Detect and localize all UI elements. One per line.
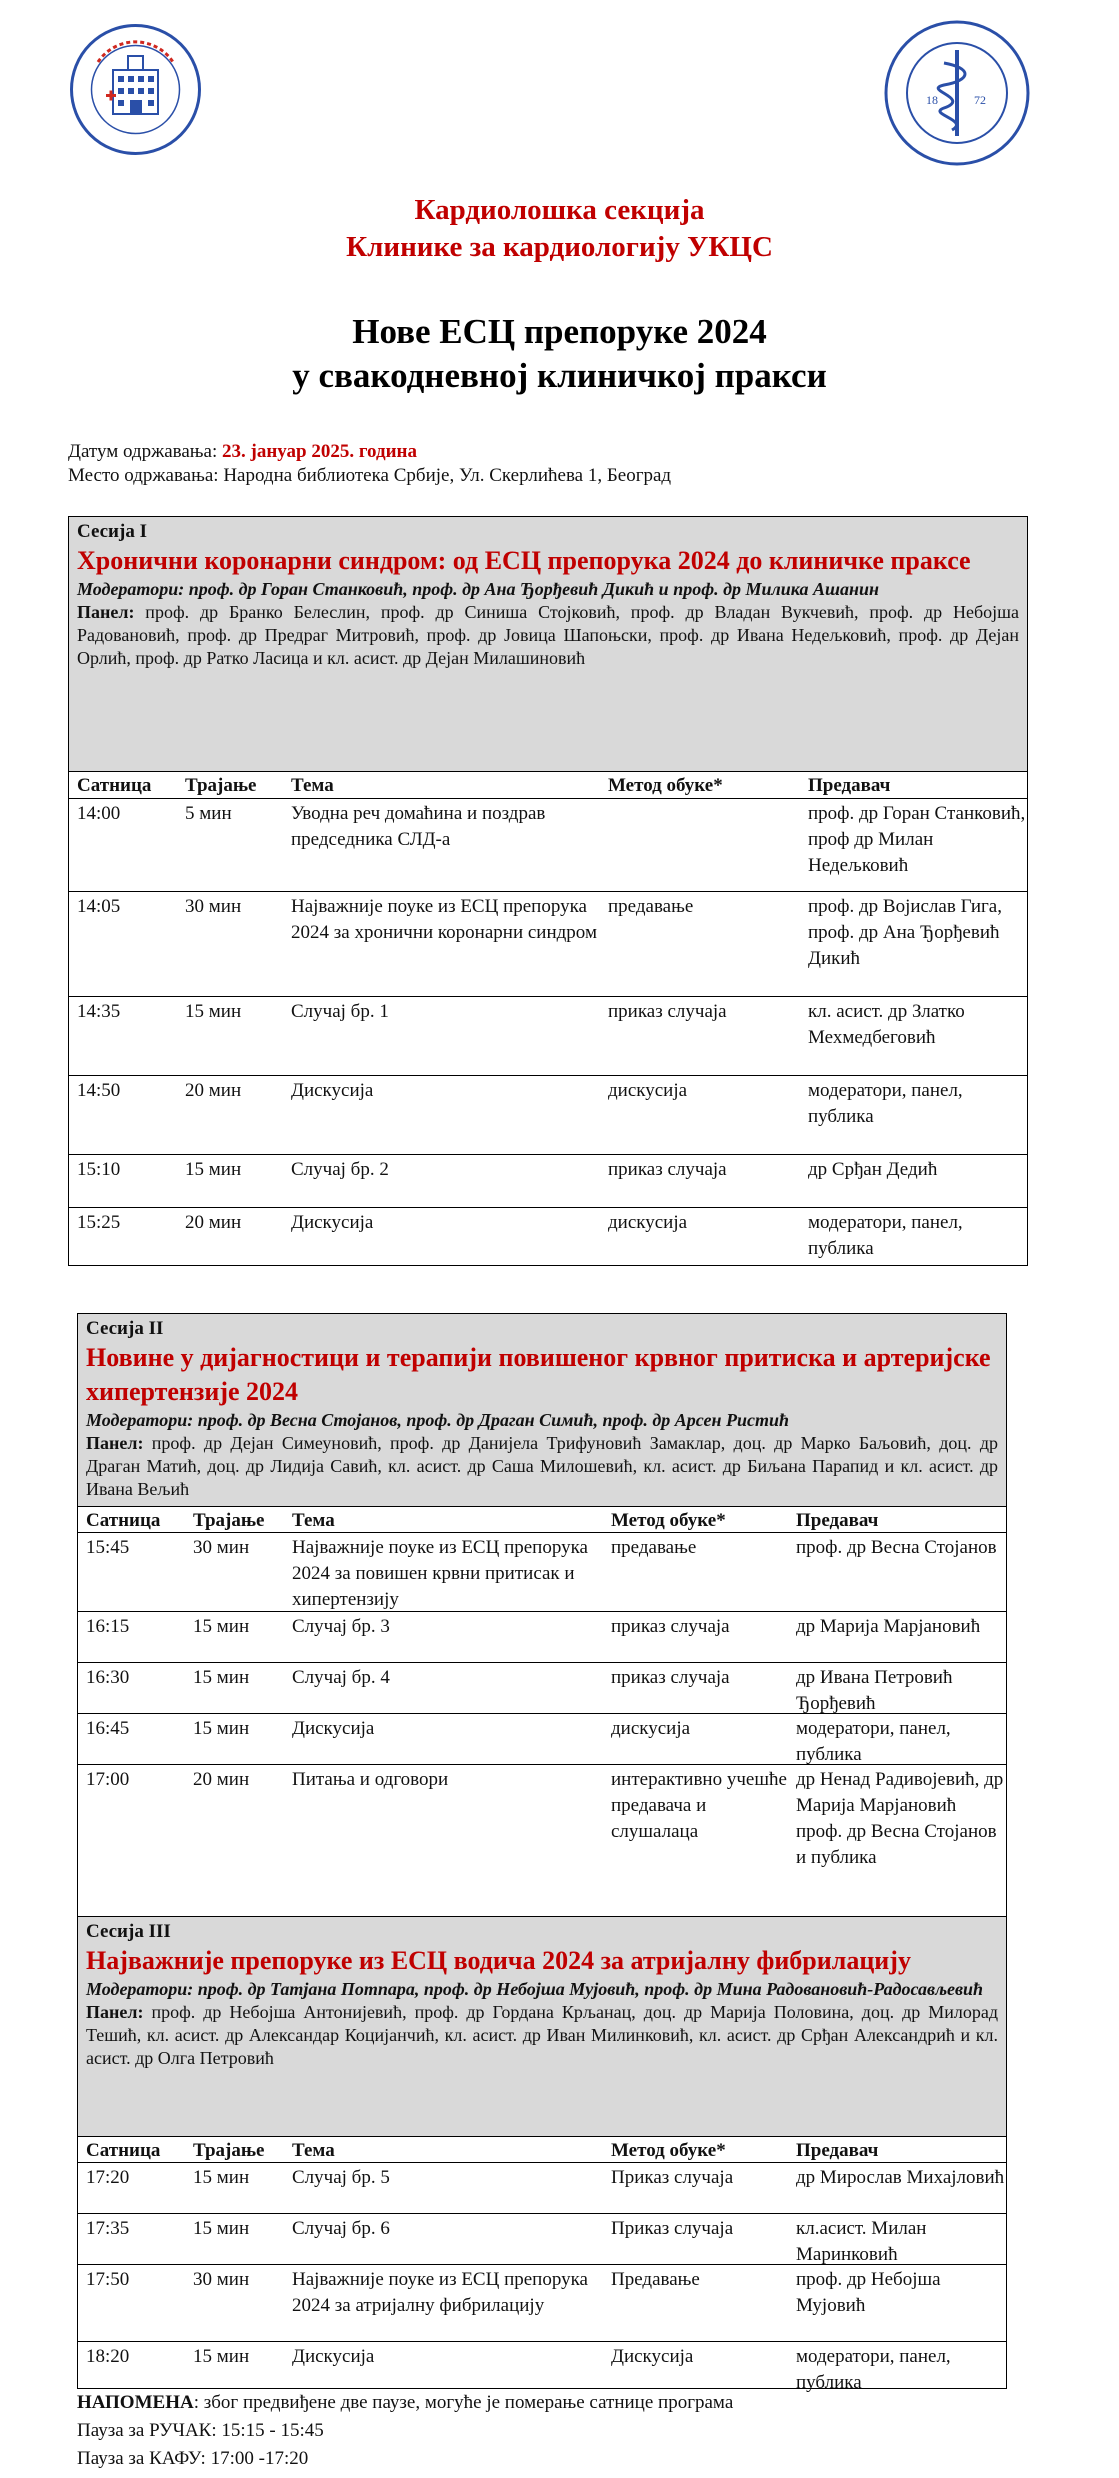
table-row: 17:00 20 мин Питања и одговори интерактивно учешће предавача и слушалаца др Ненад Радивојевић, др Марија Марјановић проф. др Весна Стојанов и публика xyxy=(86,1769,1004,1868)
session-moderators: Модератори: проф. др Горан Станковић, проф. др Ана Ђорђевић Дикић и проф. др Милика Ашанин xyxy=(77,579,879,599)
col-speaker: Предавач xyxy=(796,1510,879,1531)
session-label: Сесија II xyxy=(86,1318,164,1339)
col-time: Сатница xyxy=(86,1510,161,1531)
event-place: Место одржавања: Народна библиотека Србије, Ул. Скерлићева 1, Београд xyxy=(68,465,672,486)
session-label: Сесија III xyxy=(86,1921,171,1942)
lunch-break: Пауза за РУЧАК: 15:15 - 15:45 xyxy=(77,2420,324,2441)
table-row: 14:35 15 мин Случај бр. 1 приказ случаја кл. асист. др Златко Мехмедбеговић xyxy=(69,997,1027,1076)
table-header xyxy=(78,2137,1006,2163)
session-moderators: Модератори: проф. др Весна Стојанов, проф. др Драган Симић, проф. др Арсен Ристић xyxy=(86,1410,790,1430)
table-row: 16:15 15 мин Случај бр. 3 приказ случаја др Марија Марјановић xyxy=(78,1612,1006,1663)
table-row: 15:45 30 мин Најважније поуке из ЕСЦ препорука 2024 за повишен крвни притисак и хипертензију предавање проф. др Весна Стојанов xyxy=(78,1533,1006,1612)
event-place-value: Народна библиотека Србије, Ул. Скерлићева 1, Београд xyxy=(223,465,672,486)
table-row: 18:20 15 мин Дискусија Дискусија модератори, панел, публика xyxy=(86,2346,951,2393)
session-panel: Панел: проф. др Бранко Белеслин, проф. др Синиша Стојковић, проф. др Владан Вукчевић, проф. др Небојша Радовановић, проф. др Предраг Митровић, проф. др Јовица Шапоњски, проф. др Ивана Недељковић, проф. др Дејан Орлић, проф. др Ратко Ласица и кл. асист. др Дејан Милашиновић xyxy=(77,602,1019,668)
table-row: 16:30 15 мин Случај бр. 4 приказ случаја др Ивана Петровић Ђорђевић xyxy=(78,1663,1006,1714)
table-row: 17:35 15 мин Случај бр. 6 Приказ случаја кл.асист. Милан Маринковић xyxy=(78,2214,1006,2265)
session-2-table xyxy=(77,1313,1007,1917)
logo-year-left: 18 xyxy=(926,93,938,107)
col-method: Метод обуке* xyxy=(611,2140,726,2161)
table-row: 15:10 15 мин Случај бр. 2 приказ случаја др Срђан Дедић xyxy=(69,1155,1027,1208)
session-3-table xyxy=(77,1917,1007,2393)
col-speaker: Предавач xyxy=(808,775,891,796)
table-header xyxy=(69,772,1027,799)
session-1-table xyxy=(68,516,1028,1266)
session-header xyxy=(69,517,1027,772)
col-time: Сатница xyxy=(86,2140,161,2161)
col-duration: Трајање xyxy=(193,2140,265,2161)
table-row: 14:05 30 мин Најважније поуке из ЕСЦ препорука 2024 за хронични коронарни синдром предавање проф. др Војислав Гига, проф. др Ана Ђорђевић Дикић xyxy=(69,892,1027,997)
col-speaker: Предавач xyxy=(796,2140,879,2161)
event-date-value: 23. јануар 2025. година xyxy=(222,441,417,462)
session-title: Хронични коронарни синдром: од ЕСЦ препорука 2024 до клиничке праксе xyxy=(77,546,971,575)
col-duration: Трајање xyxy=(185,775,257,796)
col-topic: Тема xyxy=(292,1510,335,1531)
session-header xyxy=(78,1917,1006,2137)
program-note: НАПОМЕНА: због предвиђене две паузе, могуће је померање сатнице програма xyxy=(77,2392,734,2413)
page-subtitle: у свакодневној клиничкој пракси xyxy=(292,356,827,395)
session-title: Најважније препоруке из ЕСЦ водича 2024 за атријалну фибрилацију xyxy=(86,1946,911,1975)
coffee-break: Пауза за КАФУ: 17:00 -17:20 xyxy=(77,2448,309,2469)
table-row: 15:25 20 мин Дискусија дискусија модератори, панел, публика xyxy=(77,1212,963,1259)
section-name: Кардиолошка секција xyxy=(414,194,705,226)
table-row: 17:20 15 мин Случај бр. 5 Приказ случаја др Мирослав Михајловић xyxy=(78,2163,1006,2214)
session-panel: Панел: проф. др Небојша Антонијевић, проф. др Гордана Крљанац, доц. др Марија Половина, доц. др Милорад Тешић, кл. асист. др Александар Коцијанчић, кл. асист. др Иван Милинковић, кл. асист. др Срђан Александрић и кл. асист. др Олга Петровић xyxy=(86,2002,998,2068)
col-method: Метод обуке* xyxy=(611,1510,726,1531)
session-label: Сесија I xyxy=(77,521,147,542)
table-row: 16:45 15 мин Дискусија дискусија модератори, панел, публика xyxy=(78,1714,1006,1765)
session-moderators: Модератори: проф. др Татјана Потпара, проф. др Небојша Мујовић, проф. др Мина Радовановић-Радосављевић xyxy=(86,1979,984,1999)
table-row: 14:50 20 мин Дискусија дискусија модератори, панел, публика xyxy=(69,1076,1027,1155)
session-title: Новине у дијагностици и терапији повишеног крвног притиска и артеријске хипертензије 2024 xyxy=(86,1343,991,1406)
page-title: Нове ЕСЦ препоруке 2024 xyxy=(352,312,767,351)
session-panel: Панел: проф. др Дејан Симеуновић, проф. др Данијела Трифуновић Замаклар, доц. др Марко Баљовић, доц. др Драган Матић, доц. др Лидија Савић, кл. асист. др Саша Милошевић, кл. асист. др Биљана Парапид и кл. асист. др Ивана Вељић xyxy=(86,1433,998,1499)
clinic-name: Клинике за кардиологију УКЦС xyxy=(346,231,773,263)
col-duration: Трајање xyxy=(193,1510,265,1531)
logo-year-right: 72 xyxy=(974,93,986,107)
session-header xyxy=(78,1314,1006,1507)
col-time: Сатница xyxy=(77,775,152,796)
table-row: 14:00 5 мин Уводна реч домаћина и поздрав председника СЛД-а проф. др Горан Станковић, проф др Милан Недељковић xyxy=(69,799,1027,892)
table-header xyxy=(78,1507,1006,1533)
serbian-medical-society-logo xyxy=(882,18,1032,168)
clinical-center-logo xyxy=(68,22,203,157)
col-method: Метод обуке* xyxy=(608,775,723,796)
col-topic: Тема xyxy=(291,775,334,796)
event-date: Датум одржавања: 23. јануар 2025. година xyxy=(68,441,417,462)
col-topic: Тема xyxy=(292,2140,335,2161)
table-row: 17:50 30 мин Најважније поуке из ЕСЦ препорука 2024 за атријалну фибрилацију Предавање проф. др Небојша Мујовић xyxy=(78,2265,1006,2342)
